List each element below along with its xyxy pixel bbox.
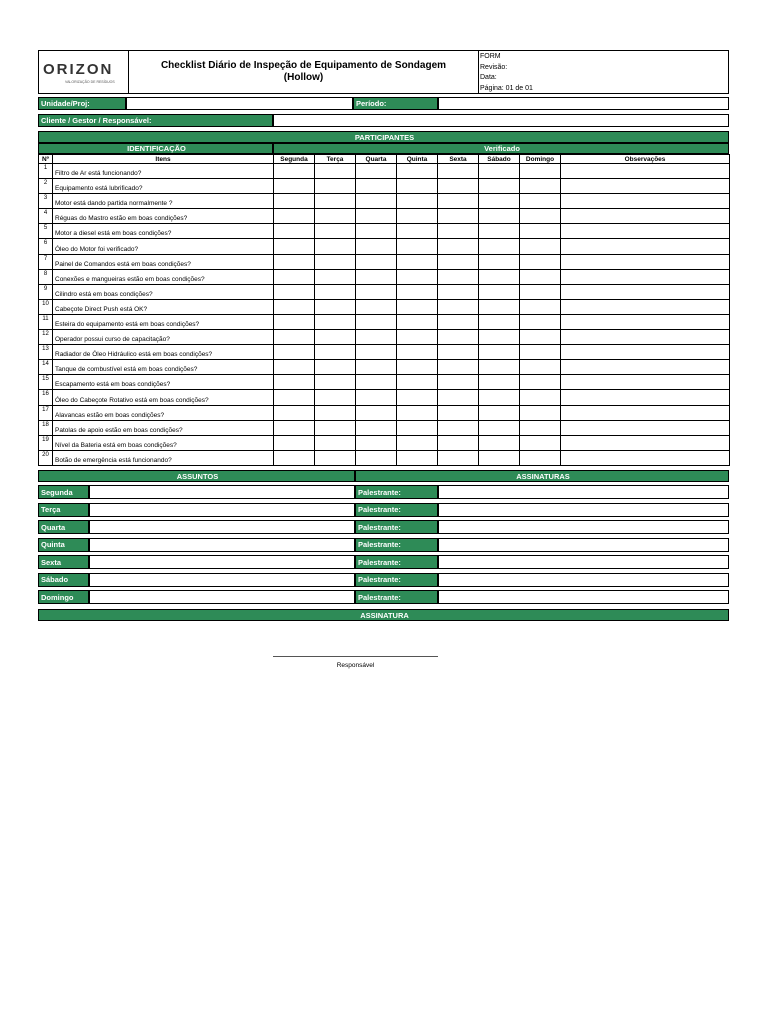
observacoes-cell[interactable]	[561, 450, 730, 465]
item-number: 3	[39, 194, 53, 209]
page-title	[129, 51, 479, 93]
check-cell-terca[interactable]	[315, 435, 356, 450]
item-text: Cilindro está em boas condições?	[53, 284, 274, 299]
observacoes-cell[interactable]	[561, 435, 730, 450]
check-cell-quarta[interactable]	[356, 284, 397, 299]
item-text: Radiador de Óleo Hidráulico está em boas condições?	[53, 345, 274, 360]
palestrante-field[interactable]	[438, 555, 729, 569]
item-text: Motor está dando partida normalmente ?	[53, 194, 274, 209]
checklist-table	[38, 154, 730, 466]
assunto-field[interactable]	[89, 555, 355, 569]
table-row	[39, 164, 730, 179]
check-cell-sexta[interactable]	[438, 375, 479, 390]
table-row	[39, 390, 730, 405]
table-row	[39, 299, 730, 314]
check-cell-sexta[interactable]	[438, 360, 479, 375]
col-sexta: Sexta	[438, 155, 479, 164]
check-cell-quinta[interactable]	[397, 435, 438, 450]
check-cell-segunda[interactable]	[274, 450, 315, 465]
palestrante-field[interactable]	[438, 520, 729, 534]
item-text: Óleo do Cabeçote Rotativo está em boas condições?	[53, 390, 274, 405]
item-number: 14	[39, 360, 53, 375]
title-line-1: Checklist Diário de Inspeção de Equipamento de Sondagem	[160, 60, 447, 71]
check-cell-domingo[interactable]	[520, 299, 561, 314]
day-label: Terça	[38, 503, 89, 517]
check-cell-quarta[interactable]	[356, 269, 397, 284]
check-cell-segunda[interactable]	[274, 345, 315, 360]
check-cell-quinta[interactable]	[397, 194, 438, 209]
unidade-field[interactable]	[126, 97, 353, 110]
table-row	[39, 224, 730, 239]
check-cell-domingo[interactable]	[520, 390, 561, 405]
check-cell-domingo[interactable]	[520, 420, 561, 435]
table-row	[39, 375, 730, 390]
check-cell-segunda[interactable]	[274, 224, 315, 239]
item-text: Motor a diesel está em boas condições?	[53, 224, 274, 239]
check-cell-domingo[interactable]	[520, 209, 561, 224]
check-cell-segunda[interactable]	[274, 239, 315, 254]
check-cell-quarta[interactable]	[356, 450, 397, 465]
form-meta	[480, 52, 533, 94]
item-text: Tanque de combustível está em boas condições?	[53, 360, 274, 375]
check-cell-quarta[interactable]	[356, 299, 397, 314]
check-cell-sabado[interactable]	[479, 239, 520, 254]
logo-main: ORIZON	[43, 61, 114, 78]
check-cell-sabado[interactable]	[479, 345, 520, 360]
check-cell-quarta[interactable]	[356, 314, 397, 329]
observacoes-cell[interactable]	[561, 224, 730, 239]
palestrante-label: Palestrante:	[355, 485, 438, 499]
palestrante-field[interactable]	[438, 485, 729, 499]
item-text: Filtro de Ar está funcionando?	[53, 164, 274, 179]
item-number: 8	[39, 269, 53, 284]
check-cell-terca[interactable]	[315, 209, 356, 224]
check-cell-sexta[interactable]	[438, 345, 479, 360]
check-cell-quarta[interactable]	[356, 360, 397, 375]
item-number: 11	[39, 314, 53, 329]
check-cell-quarta[interactable]	[356, 405, 397, 420]
item-number: 9	[39, 284, 53, 299]
check-cell-sabado[interactable]	[479, 330, 520, 345]
check-cell-sexta[interactable]	[438, 450, 479, 465]
col-observacoes: Observações	[561, 155, 730, 164]
observacoes-cell[interactable]	[561, 420, 730, 435]
check-cell-quinta[interactable]	[397, 269, 438, 284]
check-cell-quinta[interactable]	[397, 345, 438, 360]
check-cell-domingo[interactable]	[520, 179, 561, 194]
check-cell-quarta[interactable]	[356, 345, 397, 360]
col-domingo: Domingo	[520, 155, 561, 164]
check-cell-sabado[interactable]	[479, 209, 520, 224]
observacoes-cell[interactable]	[561, 360, 730, 375]
periodo-label: Período:	[353, 97, 438, 110]
palestrante-label: Palestrante:	[355, 520, 438, 534]
table-row	[39, 314, 730, 329]
check-cell-quinta[interactable]	[397, 405, 438, 420]
item-number: 7	[39, 254, 53, 269]
logo-sub: VALORIZAÇÃO DE RESÍDUOS	[65, 80, 115, 84]
check-cell-sabado[interactable]	[479, 179, 520, 194]
check-cell-terca[interactable]	[315, 269, 356, 284]
check-cell-domingo[interactable]	[520, 239, 561, 254]
check-cell-terca[interactable]	[315, 375, 356, 390]
logo	[39, 51, 129, 93]
participantes-header: PARTICIPANTES	[38, 131, 729, 143]
check-cell-sexta[interactable]	[438, 254, 479, 269]
assunto-field[interactable]	[89, 485, 355, 499]
check-cell-segunda[interactable]	[274, 314, 315, 329]
item-text: Escapamento está em boas condições?	[53, 375, 274, 390]
palestrante-label: Palestrante:	[355, 538, 438, 552]
item-text: Óleo do Motor foi verificado?	[53, 239, 274, 254]
check-cell-terca[interactable]	[315, 345, 356, 360]
item-number: 19	[39, 435, 53, 450]
check-cell-quarta[interactable]	[356, 435, 397, 450]
check-cell-sexta[interactable]	[438, 330, 479, 345]
col-quinta: Quinta	[397, 155, 438, 164]
check-cell-domingo[interactable]	[520, 224, 561, 239]
item-text: Réguas do Mastro estão em boas condições?	[53, 209, 274, 224]
table-row	[39, 269, 730, 284]
item-number: 1	[39, 164, 53, 179]
check-cell-segunda[interactable]	[274, 420, 315, 435]
check-cell-segunda[interactable]	[274, 269, 315, 284]
check-cell-terca[interactable]	[315, 299, 356, 314]
check-cell-terca[interactable]	[315, 254, 356, 269]
check-cell-terca[interactable]	[315, 224, 356, 239]
check-cell-domingo[interactable]	[520, 194, 561, 209]
meta-pagina: Página: 01 de 01	[480, 84, 533, 92]
table-header-row	[39, 155, 730, 164]
check-cell-quinta[interactable]	[397, 375, 438, 390]
palestrante-label: Palestrante:	[355, 555, 438, 569]
check-cell-sabado[interactable]	[479, 375, 520, 390]
verificado-header: Verificado	[273, 143, 729, 154]
table-row	[39, 450, 730, 465]
check-cell-quinta[interactable]	[397, 239, 438, 254]
observacoes-cell[interactable]	[561, 345, 730, 360]
check-cell-sexta[interactable]	[438, 284, 479, 299]
check-cell-quarta[interactable]	[356, 224, 397, 239]
check-cell-sabado[interactable]	[479, 435, 520, 450]
day-label: Sábado	[38, 573, 89, 587]
table-row	[39, 420, 730, 435]
item-number: 15	[39, 375, 53, 390]
identificacao-header: IDENTIFICAÇÃO	[38, 143, 273, 154]
observacoes-cell[interactable]	[561, 254, 730, 269]
check-cell-quarta[interactable]	[356, 254, 397, 269]
check-cell-sexta[interactable]	[438, 314, 479, 329]
unidade-label: Unidade/Proj:	[38, 97, 126, 110]
item-text: Conexões e mangueiras estão em boas condições?	[53, 269, 274, 284]
check-cell-sabado[interactable]	[479, 254, 520, 269]
check-cell-quarta[interactable]	[356, 420, 397, 435]
check-cell-quarta[interactable]	[356, 390, 397, 405]
observacoes-cell[interactable]	[561, 194, 730, 209]
assunto-field[interactable]	[89, 520, 355, 534]
observacoes-cell[interactable]	[561, 330, 730, 345]
item-text: Alavancas estão em boas condições?	[53, 405, 274, 420]
col-terca: Terça	[315, 155, 356, 164]
check-cell-domingo[interactable]	[520, 330, 561, 345]
palestrante-field[interactable]	[438, 503, 729, 517]
observacoes-cell[interactable]	[561, 314, 730, 329]
check-cell-quinta[interactable]	[397, 420, 438, 435]
item-number: 2	[39, 179, 53, 194]
col-sabado: Sábado	[479, 155, 520, 164]
palestrante-label: Palestrante:	[355, 590, 438, 604]
check-cell-segunda[interactable]	[274, 254, 315, 269]
item-number: 13	[39, 345, 53, 360]
check-cell-terca[interactable]	[315, 284, 356, 299]
table-row	[39, 239, 730, 254]
check-cell-quarta[interactable]	[356, 239, 397, 254]
item-number: 20	[39, 450, 53, 465]
item-number: 18	[39, 420, 53, 435]
check-cell-domingo[interactable]	[520, 164, 561, 179]
table-row	[39, 284, 730, 299]
palestrante-label: Palestrante:	[355, 503, 438, 517]
item-text: Painel de Comandos está em boas condições?	[53, 254, 274, 269]
col-num: Nº	[39, 155, 53, 164]
check-cell-domingo[interactable]	[520, 314, 561, 329]
table-row	[39, 254, 730, 269]
item-text: Botão de emergência está funcionando?	[53, 450, 274, 465]
observacoes-cell[interactable]	[561, 299, 730, 314]
palestrante-field[interactable]	[438, 538, 729, 552]
table-row	[39, 435, 730, 450]
check-cell-terca[interactable]	[315, 164, 356, 179]
check-cell-domingo[interactable]	[520, 405, 561, 420]
assinatura-header: ASSINATURA	[38, 609, 729, 621]
item-text: Nível da Bateria está em boas condições?	[53, 435, 274, 450]
check-cell-segunda[interactable]	[274, 179, 315, 194]
meta-form: FORM	[480, 53, 501, 60]
signature-line[interactable]	[273, 656, 438, 657]
assunto-field[interactable]	[89, 590, 355, 604]
item-number: 12	[39, 330, 53, 345]
table-row	[39, 179, 730, 194]
check-cell-terca[interactable]	[315, 194, 356, 209]
item-text: Operador possui curso de capacitação?	[53, 330, 274, 345]
check-cell-sexta[interactable]	[438, 164, 479, 179]
check-cell-segunda[interactable]	[274, 390, 315, 405]
check-cell-domingo[interactable]	[520, 375, 561, 390]
check-cell-sabado[interactable]	[479, 390, 520, 405]
check-cell-quinta[interactable]	[397, 254, 438, 269]
check-cell-domingo[interactable]	[520, 345, 561, 360]
cliente-label: Cliente / Gestor / Responsável:	[38, 114, 273, 127]
check-cell-terca[interactable]	[315, 405, 356, 420]
check-cell-segunda[interactable]	[274, 375, 315, 390]
check-cell-quinta[interactable]	[397, 209, 438, 224]
check-cell-sexta[interactable]	[438, 269, 479, 284]
check-cell-domingo[interactable]	[520, 435, 561, 450]
assunto-field[interactable]	[89, 538, 355, 552]
check-cell-terca[interactable]	[315, 360, 356, 375]
check-cell-sabado[interactable]	[479, 224, 520, 239]
check-cell-terca[interactable]	[315, 239, 356, 254]
item-text: Patolas de apoio estão em boas condições?	[53, 420, 274, 435]
check-cell-sabado[interactable]	[479, 194, 520, 209]
check-cell-segunda[interactable]	[274, 194, 315, 209]
check-cell-quarta[interactable]	[356, 209, 397, 224]
observacoes-cell[interactable]	[561, 390, 730, 405]
observacoes-cell[interactable]	[561, 375, 730, 390]
check-cell-terca[interactable]	[315, 330, 356, 345]
day-label: Segunda	[38, 485, 89, 499]
observacoes-cell[interactable]	[561, 239, 730, 254]
table-row	[39, 345, 730, 360]
responsavel-label: Responsável	[336, 662, 375, 669]
observacoes-cell[interactable]	[561, 405, 730, 420]
check-cell-quarta[interactable]	[356, 330, 397, 345]
check-cell-segunda[interactable]	[274, 209, 315, 224]
check-cell-quinta[interactable]	[397, 164, 438, 179]
check-cell-sexta[interactable]	[438, 390, 479, 405]
check-cell-quinta[interactable]	[397, 314, 438, 329]
observacoes-cell[interactable]	[561, 164, 730, 179]
table-row	[39, 330, 730, 345]
check-cell-sabado[interactable]	[479, 360, 520, 375]
palestrante-field[interactable]	[438, 573, 729, 587]
check-cell-sabado[interactable]	[479, 405, 520, 420]
table-row	[39, 209, 730, 224]
check-cell-segunda[interactable]	[274, 405, 315, 420]
table-row	[39, 360, 730, 375]
check-cell-quarta[interactable]	[356, 375, 397, 390]
col-quarta: Quarta	[356, 155, 397, 164]
check-cell-quinta[interactable]	[397, 224, 438, 239]
check-cell-sabado[interactable]	[479, 299, 520, 314]
check-cell-domingo[interactable]	[520, 360, 561, 375]
check-cell-sabado[interactable]	[479, 269, 520, 284]
cliente-field[interactable]	[273, 114, 729, 127]
item-number: 16	[39, 390, 53, 405]
form-header	[38, 50, 729, 94]
assunto-field[interactable]	[89, 503, 355, 517]
check-cell-sexta[interactable]	[438, 224, 479, 239]
observacoes-cell[interactable]	[561, 284, 730, 299]
check-cell-sexta[interactable]	[438, 435, 479, 450]
item-number: 6	[39, 239, 53, 254]
assinaturas-header: ASSINATURAS	[355, 470, 729, 482]
col-itens: Itens	[53, 155, 274, 164]
check-cell-sabado[interactable]	[479, 420, 520, 435]
check-cell-quinta[interactable]	[397, 330, 438, 345]
assunto-field[interactable]	[89, 573, 355, 587]
check-cell-terca[interactable]	[315, 420, 356, 435]
item-number: 5	[39, 224, 53, 239]
check-cell-sabado[interactable]	[479, 450, 520, 465]
check-cell-sexta[interactable]	[438, 420, 479, 435]
palestrante-label: Palestrante:	[355, 573, 438, 587]
day-label: Quinta	[38, 538, 89, 552]
check-cell-sabado[interactable]	[479, 164, 520, 179]
check-cell-quinta[interactable]	[397, 450, 438, 465]
assuntos-header: ASSUNTOS	[38, 470, 355, 482]
check-cell-domingo[interactable]	[520, 254, 561, 269]
check-cell-terca[interactable]	[315, 179, 356, 194]
day-label: Sexta	[38, 555, 89, 569]
check-cell-segunda[interactable]	[274, 299, 315, 314]
check-cell-quarta[interactable]	[356, 164, 397, 179]
check-cell-quinta[interactable]	[397, 299, 438, 314]
item-text: Esteira do equipamento está em boas condições?	[53, 314, 274, 329]
check-cell-sexta[interactable]	[438, 405, 479, 420]
check-cell-quinta[interactable]	[397, 390, 438, 405]
check-cell-quinta[interactable]	[397, 360, 438, 375]
check-cell-terca[interactable]	[315, 314, 356, 329]
check-cell-segunda[interactable]	[274, 435, 315, 450]
check-cell-terca[interactable]	[315, 390, 356, 405]
day-label: Domingo	[38, 590, 89, 604]
check-cell-quarta[interactable]	[356, 194, 397, 209]
check-cell-segunda[interactable]	[274, 360, 315, 375]
check-cell-segunda[interactable]	[274, 330, 315, 345]
periodo-field[interactable]	[438, 97, 729, 110]
table-row	[39, 405, 730, 420]
item-text: Equipamento está lubrificado?	[53, 179, 274, 194]
check-cell-sexta[interactable]	[438, 194, 479, 209]
table-row	[39, 194, 730, 209]
observacoes-cell[interactable]	[561, 269, 730, 284]
check-cell-domingo[interactable]	[520, 284, 561, 299]
check-cell-segunda[interactable]	[274, 164, 315, 179]
check-cell-segunda[interactable]	[274, 284, 315, 299]
item-number: 10	[39, 299, 53, 314]
check-cell-domingo[interactable]	[520, 269, 561, 284]
check-cell-quinta[interactable]	[397, 179, 438, 194]
check-cell-sexta[interactable]	[438, 209, 479, 224]
check-cell-sabado[interactable]	[479, 314, 520, 329]
col-segunda: Segunda	[274, 155, 315, 164]
check-cell-terca[interactable]	[315, 450, 356, 465]
item-number: 4	[39, 209, 53, 224]
meta-data: Data:	[480, 74, 497, 81]
observacoes-cell[interactable]	[561, 209, 730, 224]
palestrante-field[interactable]	[438, 590, 729, 604]
day-label: Quarta	[38, 520, 89, 534]
observacoes-cell[interactable]	[561, 179, 730, 194]
check-cell-quarta[interactable]	[356, 179, 397, 194]
item-text: Cabeçote Direct Push está OK?	[53, 299, 274, 314]
item-number: 17	[39, 405, 53, 420]
check-cell-sexta[interactable]	[438, 179, 479, 194]
title-line-2: (Hollow)	[283, 72, 324, 83]
check-cell-quinta[interactable]	[397, 284, 438, 299]
check-cell-sexta[interactable]	[438, 239, 479, 254]
check-cell-sexta[interactable]	[438, 299, 479, 314]
check-cell-sabado[interactable]	[479, 284, 520, 299]
meta-revisao: Revisão:	[480, 63, 508, 71]
check-cell-domingo[interactable]	[520, 450, 561, 465]
